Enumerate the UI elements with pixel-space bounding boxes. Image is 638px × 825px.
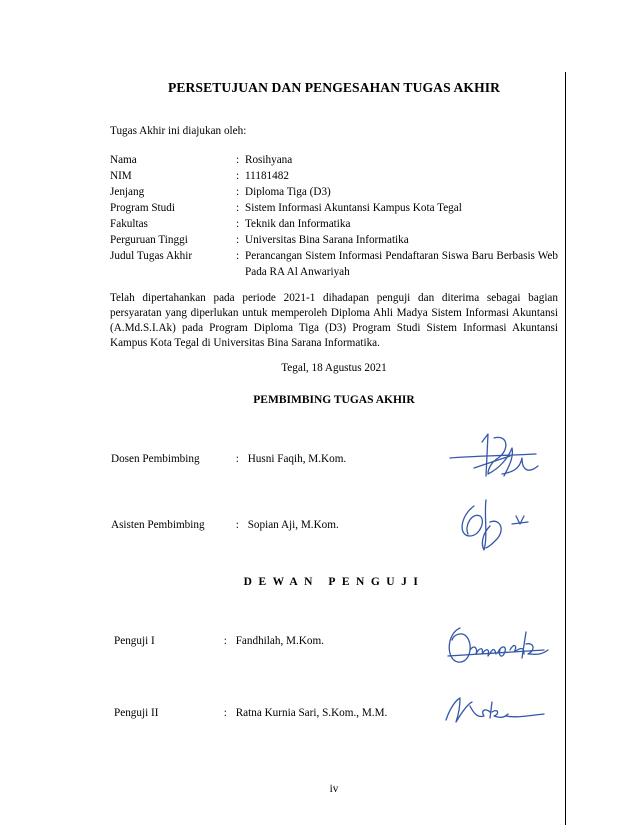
dosen-pembimbing-line xyxy=(111,453,346,465)
penguji-1-label: Penguji I xyxy=(114,635,155,647)
penguji-2-name: Ratna Kurnia Sari, S.Kom., M.M. xyxy=(235,707,388,719)
info-separator: : xyxy=(236,234,240,246)
signature-dosen-image xyxy=(448,428,548,490)
penguji-2-separator: : xyxy=(223,707,227,719)
intro-text: Tugas Akhir ini diajukan oleh: xyxy=(110,125,247,137)
info-value: Teknik dan Informatika xyxy=(245,218,351,230)
info-row-fakultas xyxy=(110,216,558,232)
asisten-label: Asisten Pembimbing xyxy=(111,519,205,531)
approval-paragraph: Telah dipertahankan pada periode 2021-1 dihadapan penguji dan diterima sebagai bagian persyaratan yang diperlukan untuk memperoleh Diploma Ahli Madya Sistem Informasi Akuntansi (A.Md.S.I.Ak) pada Program Diploma Tiga (D3) Program Studi Sistem Informasi Akuntansi Kampus Kota Tegal di Universitas Bina Sarana Informatika. xyxy=(110,292,558,349)
info-value: Perancangan Sistem Informasi Pendaftaran Siswa Baru Berbasis Web Pada RA Al Anwariyah xyxy=(245,250,558,278)
pembimbing-heading: PEMBIMBING TUGAS AKHIR xyxy=(253,394,415,406)
info-separator: : xyxy=(236,186,240,198)
info-value: Diploma Tiga (D3) xyxy=(245,186,331,198)
info-row-program-studi xyxy=(110,200,558,216)
info-label: Program Studi xyxy=(110,202,175,214)
signature-penguji-2-image xyxy=(440,694,548,730)
info-label: Nama xyxy=(110,154,137,166)
penguji-1-line xyxy=(114,635,324,647)
info-value: 11181482 xyxy=(245,170,289,182)
info-separator: : xyxy=(236,154,240,166)
info-row-nim xyxy=(110,168,558,184)
info-row-judul xyxy=(110,248,558,280)
page-title: PERSETUJUAN DAN PENGESAHAN TUGAS AKHIR xyxy=(167,80,501,95)
penguji-1-name: Fandhilah, M.Kom. xyxy=(235,635,324,647)
info-label: Judul Tugas Akhir xyxy=(110,250,193,262)
info-separator: : xyxy=(236,202,240,214)
asisten-separator: : xyxy=(235,519,239,531)
asisten-name: Sopian Aji, M.Kom. xyxy=(247,519,339,531)
dosen-label: Dosen Pembimbing xyxy=(111,453,200,465)
student-info xyxy=(110,152,558,280)
info-separator: : xyxy=(236,170,240,182)
date-text: Tegal, 18 Agustus 2021 xyxy=(281,362,387,374)
page-number: iv xyxy=(329,783,339,795)
penguji-heading: DEWAN PENGUJI xyxy=(243,576,425,588)
dosen-name: Husni Faqih, M.Kom. xyxy=(247,453,347,465)
asisten-pembimbing-line xyxy=(111,519,339,531)
info-separator: : xyxy=(236,250,240,262)
info-value: Rosihyana xyxy=(245,154,293,166)
info-label: NIM xyxy=(110,170,132,182)
info-label: Fakultas xyxy=(110,218,148,230)
dosen-separator: : xyxy=(235,453,239,465)
info-label: Jenjang xyxy=(110,186,145,198)
signature-penguji-1-image xyxy=(444,620,554,672)
penguji-1-separator: : xyxy=(223,635,227,647)
info-row-nama xyxy=(110,152,558,168)
penguji-2-line xyxy=(114,707,387,719)
penguji-2-label: Penguji II xyxy=(114,707,159,719)
info-value: Sistem Informasi Akuntansi Kampus Kota Tegal xyxy=(245,202,462,214)
signature-asisten-image xyxy=(450,496,534,554)
info-row-jenjang xyxy=(110,184,558,200)
info-label: Perguruan Tinggi xyxy=(110,234,188,246)
info-separator: : xyxy=(236,218,240,230)
margin-rule xyxy=(565,72,566,825)
info-value: Universitas Bina Sarana Informatika xyxy=(245,234,409,246)
info-row-perguruan-tinggi xyxy=(110,232,558,248)
